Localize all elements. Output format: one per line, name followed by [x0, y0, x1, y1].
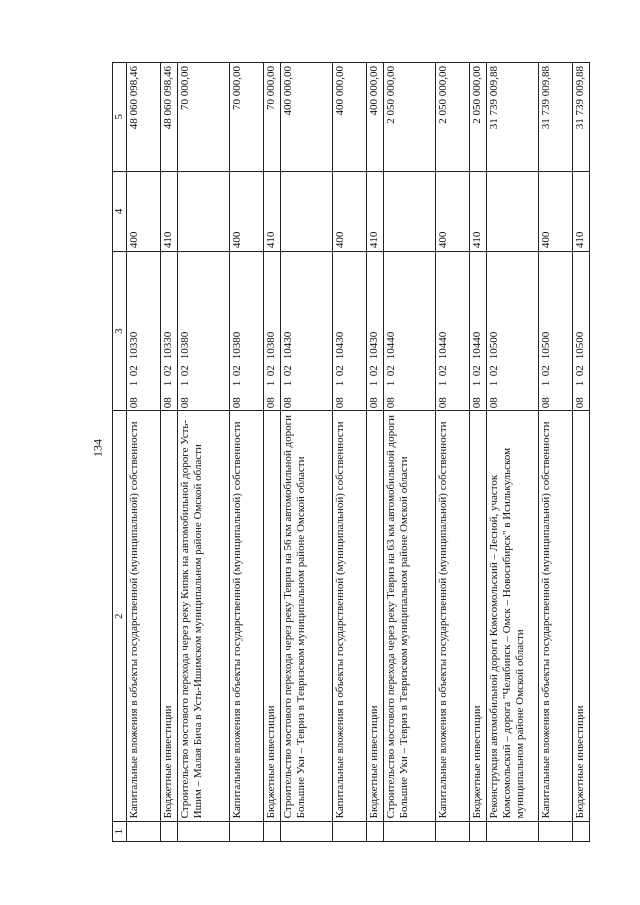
direction-code: 10430	[282, 331, 294, 360]
row-expense-type-cell: 400	[436, 171, 470, 252]
subprogram-code: 1	[179, 380, 191, 387]
row-name-cell: Строительство мостового перехода через реку Тевриз на 63 км автомобильной дороги Большие Уки – Тевриз в Тевризском муниципальном районе Омской области	[384, 411, 436, 822]
row-sum-cell: 400 000,00	[333, 63, 367, 172]
subprogram-code: 1	[540, 380, 552, 387]
row-code-cell	[127, 252, 161, 411]
direction-code: 10380	[265, 331, 277, 360]
row-expense-type-cell	[487, 171, 539, 252]
event-code: 02	[368, 365, 380, 377]
row-expense-type-cell: 400	[127, 171, 161, 252]
row-name-cell: Бюджетные инвестиции	[367, 411, 384, 822]
header-col-5: 5	[113, 63, 127, 172]
event-code: 02	[574, 365, 586, 377]
row-sum-cell: 31 739 009,88	[487, 63, 539, 172]
table-row	[230, 63, 264, 842]
table-header-row	[113, 63, 127, 842]
table-row	[333, 63, 367, 842]
event-code: 02	[231, 365, 243, 377]
row-number-cell	[539, 822, 573, 842]
event-code: 02	[128, 365, 140, 377]
subprogram-code: 1	[368, 380, 380, 387]
row-code-cell	[264, 252, 281, 411]
header-col-3: 3	[113, 252, 127, 411]
table-row	[436, 63, 470, 842]
row-code-cell	[161, 252, 178, 411]
event-code: 02	[334, 365, 346, 377]
program-code: 08	[540, 397, 552, 409]
row-sum-cell: 400 000,00	[367, 63, 384, 172]
subprogram-code: 1	[437, 380, 449, 387]
row-code-cell	[178, 252, 230, 411]
row-name-cell: Строительство мостового перехода через реку Тевриз на 56 км автомобильной дороги Большие Уки – Тевриз в Тевризском муниципальном районе Омской области	[281, 411, 333, 822]
row-number-cell	[487, 822, 539, 842]
row-name-cell: Бюджетные инвестиции	[264, 411, 281, 822]
subprogram-code: 1	[282, 380, 294, 387]
direction-code: 10430	[368, 331, 380, 360]
subprogram-code: 1	[385, 380, 397, 387]
program-code: 08	[385, 397, 397, 409]
row-code-cell	[436, 252, 470, 411]
row-name-cell: Капитальные вложения в объекты государственной (муниципальной) собственности	[333, 411, 367, 822]
row-number-cell	[178, 822, 230, 842]
event-code: 02	[437, 365, 449, 377]
event-code: 02	[385, 365, 397, 377]
row-number-cell	[470, 822, 487, 842]
row-number-cell	[230, 822, 264, 842]
program-code: 08	[574, 397, 586, 409]
row-sum-cell: 400 000,00	[281, 63, 333, 172]
direction-code: 10440	[471, 331, 483, 360]
row-code-cell	[470, 252, 487, 411]
event-code: 02	[282, 365, 294, 377]
table-row	[384, 63, 436, 842]
row-expense-type-cell: 410	[573, 171, 590, 252]
subprogram-code: 1	[265, 380, 277, 387]
row-expense-type-cell: 400	[230, 171, 264, 252]
row-code-cell	[539, 252, 573, 411]
budget-table	[112, 62, 590, 842]
table-row	[127, 63, 161, 842]
program-code: 08	[471, 397, 483, 409]
row-expense-type-cell: 400	[539, 171, 573, 252]
subprogram-code: 1	[231, 380, 243, 387]
table-row	[178, 63, 230, 842]
subprogram-code: 1	[488, 380, 500, 387]
direction-code: 10440	[385, 331, 397, 360]
row-sum-cell: 70 000,00	[178, 63, 230, 172]
row-sum-cell: 31 739 009,88	[573, 63, 590, 172]
subprogram-code: 1	[471, 380, 483, 387]
program-code: 08	[231, 397, 243, 409]
table-row	[281, 63, 333, 842]
row-code-cell	[487, 252, 539, 411]
table-row	[573, 63, 590, 842]
table-row	[367, 63, 384, 842]
program-code: 08	[162, 397, 174, 409]
row-number-cell	[573, 822, 590, 842]
row-sum-cell: 48 060 098,46	[161, 63, 178, 172]
program-code: 08	[128, 397, 140, 409]
direction-code: 10330	[162, 331, 174, 360]
row-expense-type-cell	[281, 171, 333, 252]
row-code-cell	[230, 252, 264, 411]
program-code: 08	[179, 397, 191, 409]
row-name-cell: Капитальные вложения в объекты государственной (муниципальной) собственности	[127, 411, 161, 822]
header-col-1: 1	[113, 822, 127, 842]
row-number-cell	[384, 822, 436, 842]
table-row	[487, 63, 539, 842]
row-expense-type-cell	[178, 171, 230, 252]
subprogram-code: 1	[334, 380, 346, 387]
row-number-cell	[367, 822, 384, 842]
program-code: 08	[488, 397, 500, 409]
row-sum-cell: 70 000,00	[264, 63, 281, 172]
row-name-cell: Строительство мостового перехода через реку Кипяк на автомобильной дороге Усть-Ишим – Малая Бича в Усть-Ишимском муниципальном районе Омской области	[178, 411, 230, 822]
row-sum-cell: 2 050 000,00	[436, 63, 470, 172]
event-code: 02	[540, 365, 552, 377]
row-name-cell: Капитальные вложения в объекты государственной (муниципальной) собственности	[539, 411, 573, 822]
event-code: 02	[162, 365, 174, 377]
program-code: 08	[437, 397, 449, 409]
direction-code: 10380	[179, 331, 191, 360]
row-number-cell	[333, 822, 367, 842]
subprogram-code: 1	[128, 380, 140, 387]
row-code-cell	[573, 252, 590, 411]
row-name-cell: Бюджетные инвестиции	[470, 411, 487, 822]
row-sum-cell: 31 739 009,88	[539, 63, 573, 172]
row-expense-type-cell: 410	[161, 171, 178, 252]
row-sum-cell: 48 060 098,46	[127, 63, 161, 172]
row-number-cell	[264, 822, 281, 842]
row-expense-type-cell	[384, 171, 436, 252]
row-name-cell: Капитальные вложения в объекты государственной (муниципальной) собственности	[230, 411, 264, 822]
row-name-cell: Реконструкция автомобильной дороги Комсомольский – Лесной, участок Комсомольский – дорога "Челябинск – Омск – Новосибирск" в Исилькульском муниципальном районе Омской области	[487, 411, 539, 822]
event-code: 02	[488, 365, 500, 377]
table-row	[539, 63, 573, 842]
direction-code: 10500	[488, 331, 500, 360]
table-row	[264, 63, 281, 842]
direction-code: 10500	[540, 331, 552, 360]
row-expense-type-cell: 400	[333, 171, 367, 252]
row-code-cell	[281, 252, 333, 411]
program-code: 08	[368, 397, 380, 409]
event-code: 02	[471, 365, 483, 377]
row-code-cell	[384, 252, 436, 411]
row-expense-type-cell: 410	[264, 171, 281, 252]
program-code: 08	[282, 397, 294, 409]
event-code: 02	[179, 365, 191, 377]
program-code: 08	[265, 397, 277, 409]
row-name-cell: Бюджетные инвестиции	[573, 411, 590, 822]
row-number-cell	[436, 822, 470, 842]
direction-code: 10330	[128, 331, 140, 360]
header-col-2: 2	[113, 411, 127, 822]
row-expense-type-cell: 410	[367, 171, 384, 252]
row-code-cell	[367, 252, 384, 411]
row-name-cell: Капитальные вложения в объекты государственной (муниципальной) собственности	[436, 411, 470, 822]
row-number-cell	[281, 822, 333, 842]
event-code: 02	[265, 365, 277, 377]
row-sum-cell: 70 000,00	[230, 63, 264, 172]
subprogram-code: 1	[574, 380, 586, 387]
row-number-cell	[161, 822, 178, 842]
direction-code: 10440	[437, 331, 449, 360]
program-code: 08	[334, 397, 346, 409]
row-sum-cell: 2 050 000,00	[470, 63, 487, 172]
direction-code: 10380	[231, 331, 243, 360]
rotated-table-container	[112, 62, 586, 842]
table-row	[161, 63, 178, 842]
table-row	[470, 63, 487, 842]
subprogram-code: 1	[162, 380, 174, 387]
direction-code: 10430	[334, 331, 346, 360]
direction-code: 10500	[574, 331, 586, 360]
header-col-4: 4	[113, 171, 127, 252]
row-number-cell	[127, 822, 161, 842]
row-name-cell: Бюджетные инвестиции	[161, 411, 178, 822]
page-number: 134	[90, 439, 105, 457]
row-expense-type-cell: 410	[470, 171, 487, 252]
row-sum-cell: 2 050 000,00	[384, 63, 436, 172]
row-code-cell	[333, 252, 367, 411]
